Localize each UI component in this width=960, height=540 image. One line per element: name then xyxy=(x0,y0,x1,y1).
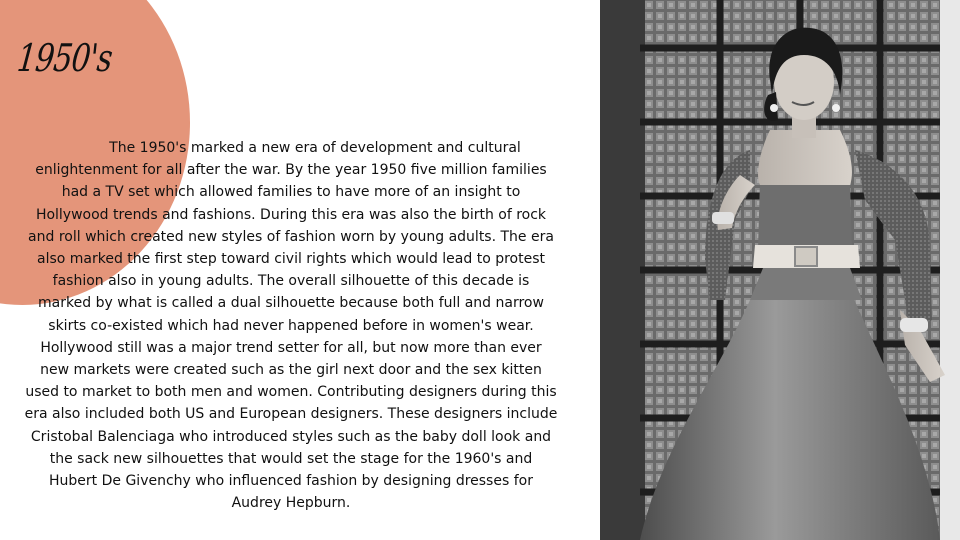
slide-body-text: The 1950's marked a new era of development and cultural enlightenment for all after the war. By the year 1950 five million families had a TV set which allowed families to have more of an insight to Hollywood trends and fashions. During this era was also the birth of rock and roll which created new styles of fashion worn by young adults. The era also marked the first step toward civil rights which would lead to protest fashion also in young adults. The overall silhouette of this decade is marked by what is called a dual silhouette because both full and narrow skirts co-existed which had never happened before in women's wear. Hollywood still was a major trend setter for all, but now more than ever new markets were created such as the girl next door and the sex kitten used to market to both men and women. Contributing designers during this era also included both US and European designers. These designers include Cristobal Balenciaga who introduced styles such as the baby doll look and the sack new silhouettes that would set the stage for the 1960's and Hubert De Givenchy who influenced fashion by designing dresses for Audrey Hepburn. xyxy=(24,140,558,512)
slide-title: 1950's xyxy=(15,36,115,80)
fashion-photo xyxy=(600,0,960,540)
